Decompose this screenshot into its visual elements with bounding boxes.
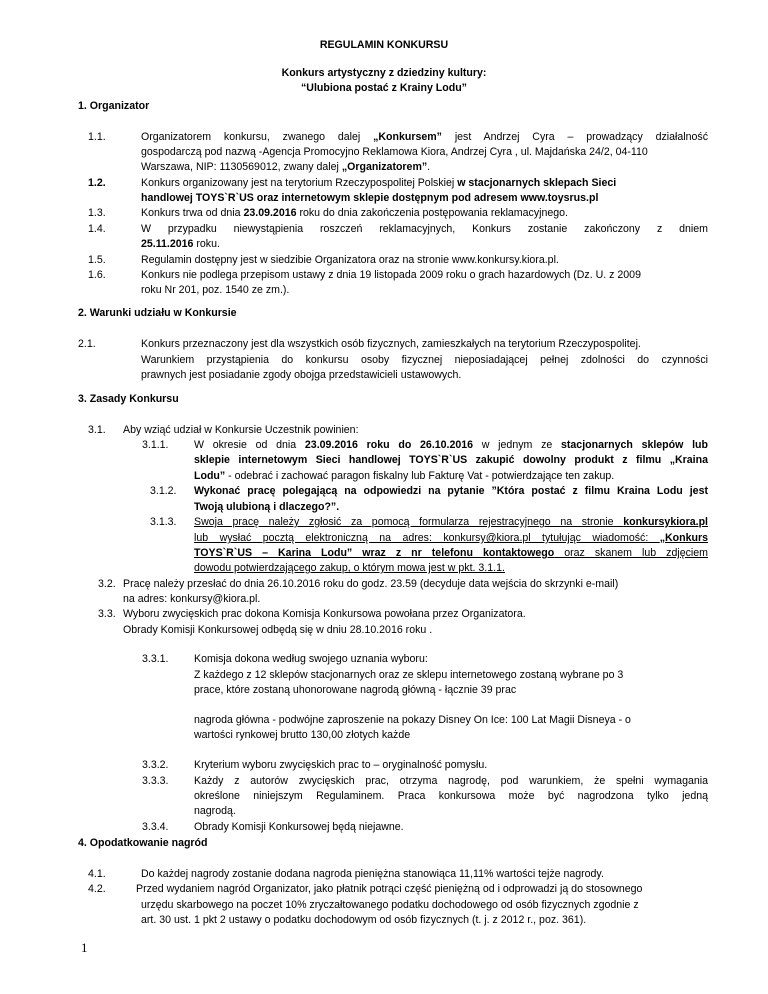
contest-subtitle: Konkurs artystyczny z dziedziny kultury: [281, 67, 487, 79]
section-heading-rules: 3. Zasady Konkursu [78, 393, 179, 405]
section-heading-participation: 2. Warunki udziału w Konkursie [78, 307, 237, 319]
clause-text: Warunkiem przystąpienia do konkursu osoby fizycznej nieposiadającej pełnej zdolności do czynności [141, 354, 708, 366]
clause-text: gospodarczą pod nazwą -Agencja Promocyjno Reklamowa Kiora, Andrzej Cyra , ul. Majdańska 24/2, 04-110 [141, 146, 648, 158]
clause-text: Obrady Komisji Konkursowej będą niejawne. [194, 821, 404, 833]
clause-text: urzędu skarbowego na poczet 10% zryczałtowanego podatku dochodowego od osób fizycznych zgodnie z [141, 899, 639, 911]
clause-text: Przed wydaniem nagród Organizator, jako płatnik potrąci część pieniężną od i odprowadzi ją do stosownego [136, 883, 643, 895]
clause-number: 1.2. [88, 177, 106, 189]
clause-text: prace, które zostaną uhonorowane nagrodą główną - łącznie 39 prac [194, 684, 517, 696]
clause-text: Wyboru zwycięskich prac dokona Komisja Konkursowa powołana przez Organizatora. [123, 608, 526, 620]
clause-text: Warszawa, NIP: 1130569012, zwany dalej „Organizatorem”. [141, 161, 431, 173]
clause-number: 1.6. [88, 269, 106, 281]
clause-text: Obrady Komisji Konkursowej odbędą się w dniu 28.10.2016 roku . [123, 624, 433, 636]
clause-text: Pracę należy przesłać do dnia 26.10.2016 roku do godz. 23.59 (decyduje data wejścia do skrzynki e-mail) [123, 578, 619, 590]
clause-text: Konkurs nie podlega przepisom ustawy z dnia 19 listopada 2009 roku o grach hazardowych (Dz. U. z 2009 [141, 269, 641, 281]
clause-number: 3.2. [98, 578, 116, 590]
clause-text: Konkurs przeznaczony jest dla wszystkich osób fizycznych, zamieszkałych na terytorium Rzeczypospolitej. [141, 338, 641, 350]
document-title: REGULAMIN KONKURSU [319, 39, 449, 51]
clause-text: Konkurs trwa od dnia 23.09.2016 roku do dnia zakończenia postępowania reklamacyjnego. [141, 207, 568, 219]
clause-text: Każdy z autorów zwycięskich prac, otrzyma nagrodę, pod warunkiem, że spełni wymagania [194, 775, 708, 787]
clause-number: 3.3.2. [142, 759, 169, 771]
page-number: 1 [81, 940, 88, 955]
clause-text: nagrodą. [194, 805, 236, 817]
clause-text: na adres: konkursy@kiora.pl. [123, 593, 261, 605]
clause-text: art. 30 ust. 1 pkt 2 ustawy o podatku dochodowym od osób fizycznych (t. j. z 2012 r., poz. 361). [141, 914, 587, 926]
clause-text: Swoja pracę należy zgłosić za pomocą formularza rejestracyjnego na stronie konkursykiora.pl [194, 516, 708, 528]
clause-text: prawnych jest posiadanie zgody obojga przedstawicieli ustawowych. [141, 369, 462, 381]
clause-text: TOYS`R`US – Karina Lodu” wraz z nr telefonu kontaktowego oraz skanem lub zdjęciem [194, 547, 708, 559]
clause-number: 3.1.3. [150, 516, 177, 528]
clause-text: Komisja dokona według swojego uznania wyboru: [194, 653, 428, 665]
clause-text: Kryterium wyboru zwycięskich prac to – oryginalność pomysłu. [194, 759, 488, 771]
clause-text: lub wysłać pocztą elektroniczną na adres: konkursy@kiora.pl tytułując wiadomość: „Konkurs [194, 532, 708, 544]
clause-number: 3.3.3. [142, 775, 169, 787]
clause-text: Aby wziąć udział w Konkursie Uczestnik powinien: [123, 424, 359, 436]
clause-text: wartości rynkowej brutto 130,00 złotych każde [194, 729, 411, 741]
clause-text: Do każdej nagrody zostanie dodana nagroda pieniężna stanowiąca 11,11% wartości tejże nagrody. [141, 868, 604, 880]
clause-number: 1.5. [88, 254, 106, 266]
section-heading-organizer: 1. Organizator [78, 100, 150, 112]
clause-text: W przypadku niewystąpienia roszczeń reklamacyjnych, Konkurs zostanie zakończony z dniem [141, 223, 708, 235]
clause-text: Regulamin dostępny jest w siedzibie Organizatora oraz na stronie www.konkursy.kiora.pl. [141, 254, 559, 266]
clause-number: 3.3.4. [142, 821, 169, 833]
clause-text: Wykonać pracę polegającą na odpowiedzi na pytanie ”Która postać z filmu Kraina Lodu jest [194, 485, 708, 497]
clause-number: 3.1. [88, 424, 106, 436]
clause-text: handlowej TOYS`R`US oraz internetowym sklepie dostępnym pod adresem www.toysrus.pl [141, 192, 599, 204]
clause-text: Twoją ulubioną i dlaczego?”. [194, 501, 340, 513]
clause-number: 3.3.1. [142, 653, 169, 665]
clause-text: określone niniejszym Regulaminem. Praca konkursowa może być nagrodzona tylko jedną [194, 790, 708, 802]
clause-text: Lodu” - odebrać i zachować paragon fiskalny lub Fakturę Vat - potwierdzające ten zakup. [194, 470, 615, 482]
clause-number: 4.2. [88, 883, 106, 895]
clause-number: 4.1. [88, 868, 106, 880]
clause-text: 25.11.2016 roku. [141, 238, 220, 250]
clause-number: 3.1.2. [150, 485, 177, 497]
clause-text: Z każdego z 12 sklepów stacjonarnych oraz ze sklepu internetowego zostaną wybrane po 3 [194, 669, 624, 681]
clause-text: sklepie internetowym Sieci handlowej TOYS`R`US zakupić dowolny produkt z filmu „Kraina [194, 454, 708, 466]
clause-number: 3.1.1. [142, 439, 169, 451]
clause-text: roku Nr 201, poz. 1540 ze zm.). [141, 284, 290, 296]
clause-number: 3.3. [98, 608, 116, 620]
clause-number: 1.1. [88, 131, 106, 143]
clause-text: Organizatorem konkursu, zwanego dalej „Konkursem” jest Andrzej Cyra – prowadzący działalność [141, 131, 708, 143]
clause-number: 1.3. [88, 207, 106, 219]
section-heading-taxation: 4. Opodatkowanie nagród [78, 837, 208, 849]
clause-text: Konkurs organizowany jest na terytorium Rzeczypospolitej Polskiej w stacjonarnych sklepach Sieci [141, 177, 617, 189]
clause-text: dowodu potwierdzającego zakup, o którym mowa jest w pkt. 3.1.1. [194, 562, 505, 574]
clause-number: 2.1. [78, 338, 96, 350]
clause-number: 1.4. [88, 223, 106, 235]
contest-name: “Ulubiona postać z Krainy Lodu” [301, 82, 467, 94]
clause-text: W okresie od dnia 23.09.2016 roku do 26.10.2016 w jednym ze stacjonarnych sklepów lub [194, 439, 708, 451]
clause-text: nagroda główna - podwójne zaproszenie na pokazy Disney On Ice: 100 Lat Magii Disneya - o [194, 714, 631, 726]
